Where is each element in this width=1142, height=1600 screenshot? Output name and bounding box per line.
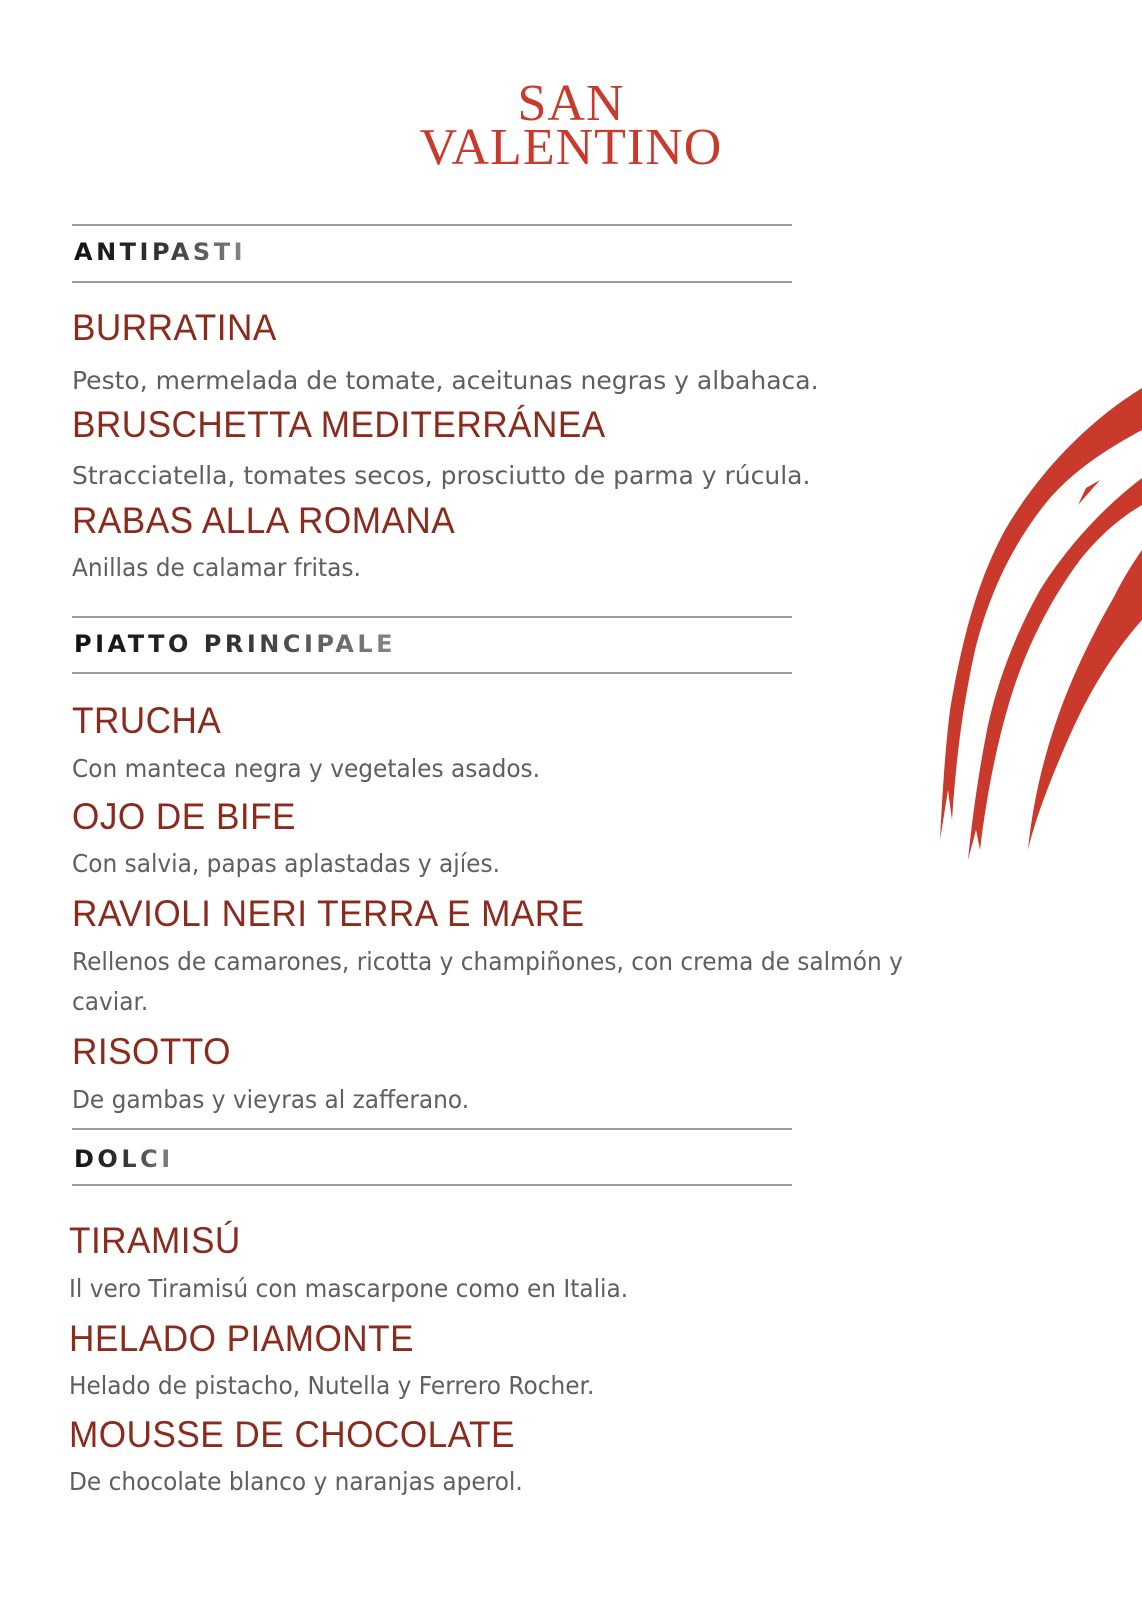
dish-name: RABAS ALLA ROMANA — [72, 500, 456, 541]
dish-description: Con manteca negra y vegetales asados. — [72, 754, 541, 783]
divider — [72, 616, 792, 618]
dish-description: Stracciatella, tomates secos, prosciutto de parma y rúcula. — [72, 461, 811, 490]
title-line-2: VALENTINO — [419, 119, 723, 176]
divider — [72, 672, 792, 674]
red-brush-stroke-icon — [900, 380, 1142, 880]
dish-description: De chocolate blanco y naranjas aperol. — [69, 1467, 523, 1496]
dish-description: Anillas de calamar fritas. — [72, 553, 361, 582]
section-label-piatto-principale: PIATTO PRINCIPALE — [74, 630, 397, 658]
divider — [72, 1184, 792, 1186]
dish-description: Il vero Tiramisú con mascarpone como en Italia. — [69, 1274, 629, 1303]
section-label-dolci: DOLCI — [74, 1145, 174, 1173]
divider — [72, 281, 792, 283]
dish-name: OJO DE BIFE — [72, 796, 296, 837]
menu-title — [0, 75, 1142, 176]
title-line-1: SAN — [517, 75, 625, 132]
dish-name: BURRATINA — [72, 307, 277, 348]
dish-description: Con salvia, papas aplastadas y ajíes. — [72, 849, 501, 878]
dish-name: MOUSSE DE CHOCOLATE — [69, 1414, 515, 1455]
dish-name: HELADO PIAMONTE — [69, 1318, 415, 1359]
dish-description: Rellenos de camarones, ricotta y champiñones, con crema de salmón y caviar. — [72, 947, 903, 1016]
divider — [72, 1128, 792, 1130]
dish-description: Pesto, mermelada de tomate, aceitunas negras y albahaca. — [72, 366, 819, 395]
divider — [72, 224, 792, 226]
dish-name: BRUSCHETTA MEDITERRÁNEA — [72, 404, 606, 445]
dish-name: RAVIOLI NERI TERRA E MARE — [72, 893, 585, 934]
dish-name: TIRAMISÚ — [69, 1220, 241, 1261]
dish-description: Helado de pistacho, Nutella y Ferrero Rocher. — [69, 1371, 595, 1400]
dish-name: RISOTTO — [72, 1031, 231, 1072]
dish-name: TRUCHA — [72, 700, 222, 741]
section-label-antipasti: ANTIPASTI — [74, 238, 247, 266]
dish-description: De gambas y vieyras al zafferano. — [72, 1085, 470, 1114]
